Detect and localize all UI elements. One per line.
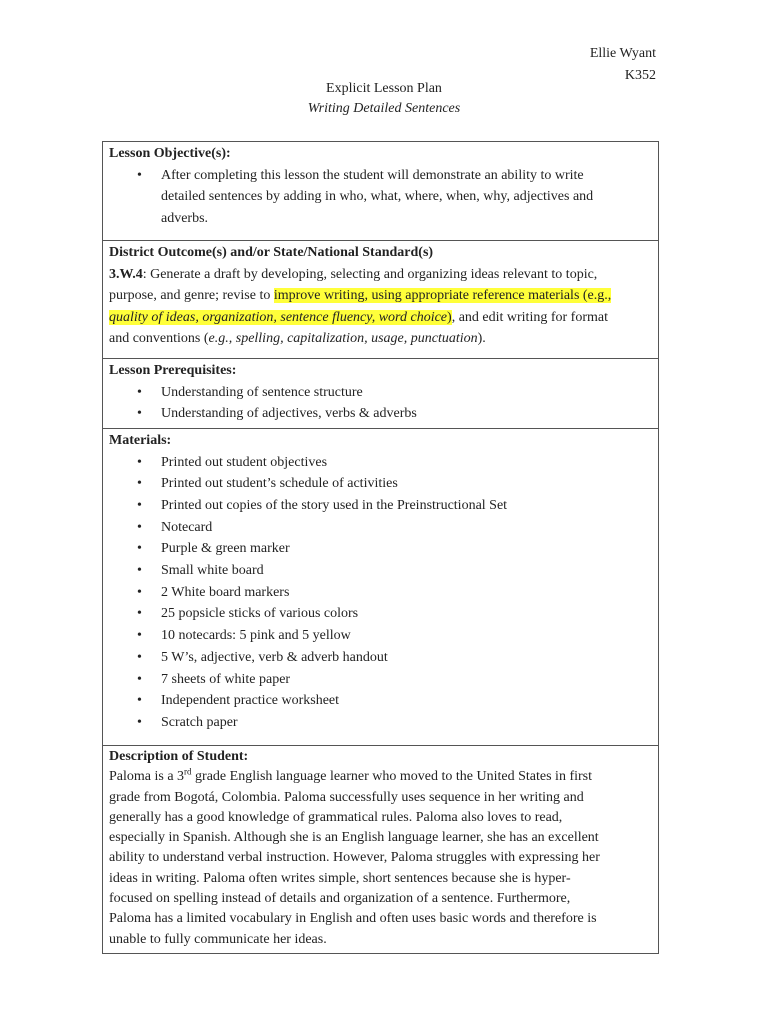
- standard-text: e.g., spelling, capitalization, usage, punctuation: [208, 331, 478, 346]
- student-description-section: [103, 746, 659, 954]
- material-item: • Printed out copies of the story used in the Preinstructional Set: [137, 495, 652, 517]
- objective-line: • After completing this lesson the student will demonstrate an ability to write: [161, 167, 584, 183]
- objective-line: adverbs.: [161, 210, 209, 226]
- material-item: • 7 sheets of white paper: [137, 669, 652, 691]
- document-subtitle: Writing Detailed Sentences: [307, 101, 461, 116]
- standard-text: ).: [477, 331, 486, 346]
- student-text-line: especially in Spanish. Although she is an English language learner, she has an excellent: [109, 830, 599, 846]
- standard-text: purpose, and genre; revise to: [109, 288, 274, 303]
- ordinal-suffix: rd: [184, 766, 192, 777]
- standard-section: [103, 241, 659, 359]
- objective-item: [137, 165, 652, 230]
- student-text: grade English language learner who moved to the United States in first: [191, 769, 592, 785]
- standard-code: 3.W.4: [109, 266, 143, 282]
- student-text-line: Paloma has a limited vocabulary in English and often uses basic words and therefore is: [109, 911, 597, 927]
- student-text-line: ideas in writing. Paloma often writes simple, short sentences because she is hyper-: [109, 870, 571, 886]
- student-text-line: grade from Bogotá, Colombia. Paloma successfully uses sequence in her writing and: [109, 789, 584, 805]
- prerequisite-item: • Understanding of sentence structure: [137, 382, 652, 404]
- material-item: • Printed out student’s schedule of activities: [137, 473, 652, 495]
- materials-section: [103, 429, 659, 746]
- author-name: Ellie Wyant: [589, 46, 656, 61]
- standard-text: : Generate a draft by developing, selecting and organizing ideas relevant to topic,: [142, 266, 598, 282]
- lesson-plan-table: [102, 141, 659, 954]
- material-item: • Purple & green marker: [137, 538, 652, 560]
- material-item: • 10 notecards: 5 pink and 5 yellow: [137, 625, 652, 647]
- student-text-line: focused on spelling instead of details and organization of a sentence. Furthermore,: [109, 891, 571, 907]
- student-text-line: generally has a good knowledge of grammatical rules. Paloma also loves to read,: [109, 809, 563, 825]
- material-item: • 2 White board markers: [137, 582, 652, 604]
- prerequisite-item: • Understanding of adjectives, verbs & adverbs: [137, 403, 652, 425]
- material-item: • Small white board: [137, 560, 652, 582]
- prerequisites-heading: Lesson Prerequisites:: [109, 363, 237, 378]
- course-code: K352: [624, 68, 656, 83]
- material-item: • 5 W’s, adjective, verb & adverb handout: [137, 647, 652, 669]
- highlighted-text: quality of ideas, organization, sentence fluency, word choice: [109, 309, 448, 325]
- standard-heading: District Outcome(s) and/or State/National Standard(s): [109, 245, 434, 260]
- material-item: • Independent practice worksheet: [137, 690, 652, 712]
- standard-text: , and edit writing for format: [451, 309, 608, 325]
- highlighted-text: improve writing, using appropriate reference materials (e.g.,: [273, 288, 612, 303]
- material-item: • Scratch paper: [137, 712, 652, 734]
- standard-text: and conventions (: [109, 331, 209, 346]
- document-title: Explicit Lesson Plan: [326, 81, 442, 96]
- student-text-line: unable to fully communicate her ideas.: [109, 931, 327, 947]
- objective-section: [103, 142, 659, 241]
- material-item: • Notecard: [137, 517, 652, 539]
- highlighted-text: ): [447, 309, 452, 325]
- objective-line: detailed sentences by adding in who, what, where, when, why, adjectives and: [161, 189, 594, 204]
- prerequisites-section: [103, 359, 659, 429]
- student-text: Paloma is a 3: [109, 769, 185, 785]
- material-item: • Printed out student objectives: [137, 452, 652, 474]
- student-heading: Description of Student:: [109, 749, 249, 764]
- objective-heading: Lesson Objective(s):: [109, 146, 231, 161]
- student-text-line: ability to understand verbal instruction. However, Paloma struggles with expressing her: [109, 850, 600, 866]
- material-item: • 25 popsicle sticks of various colors: [137, 603, 652, 625]
- materials-heading: Materials:: [109, 433, 172, 448]
